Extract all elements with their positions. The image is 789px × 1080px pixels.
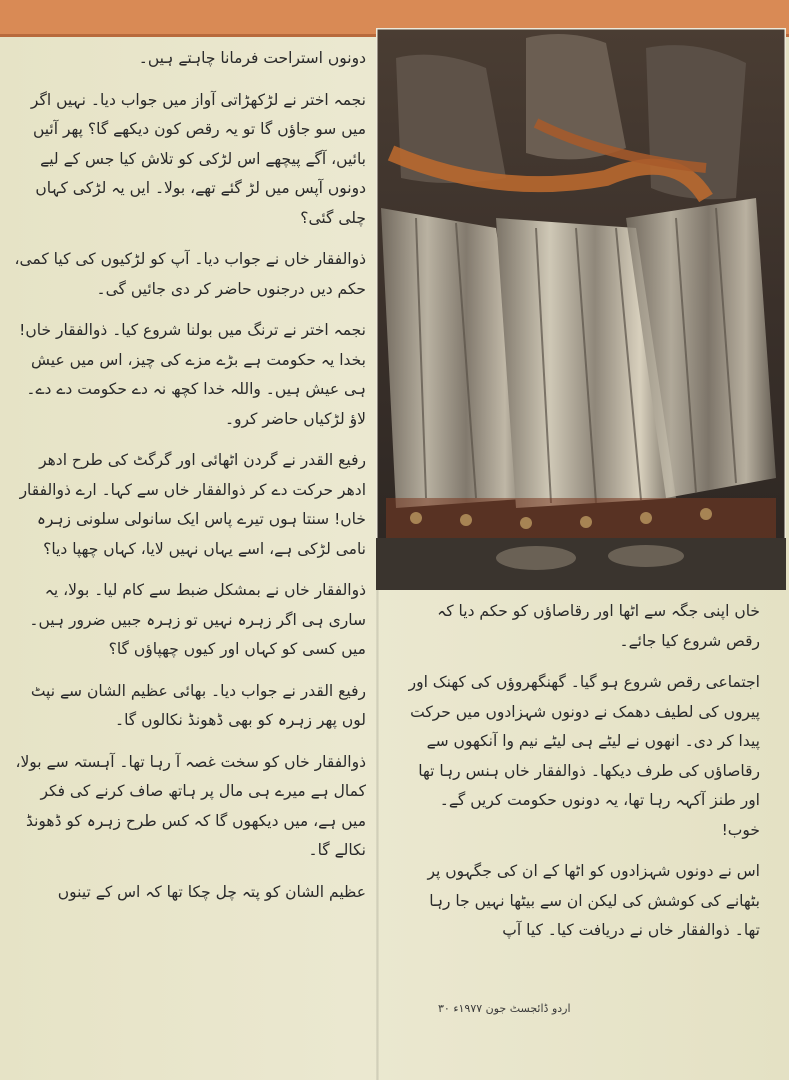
left-paragraph-1: دونوں استراحت فرمانا چاہتے ہیں۔ bbox=[138, 49, 366, 67]
right-paragraph-1: خاں اپنی جگہ سے اٹھا اور رقاصاؤں کو حکم دیا کہ رقص شروع کیا جائے۔ bbox=[437, 602, 760, 650]
page-footer bbox=[438, 1002, 658, 1015]
page-number: ۳۰ bbox=[438, 1002, 450, 1015]
dancers-photo-icon bbox=[376, 28, 786, 590]
right-text-column bbox=[408, 597, 760, 958]
left-paragraph-5: رفیع القدر نے گردن اٹھائی اور گرگٹ کی طرح ادھر ادھر حرکت دے کر ذوالفقار خاں سے کہا۔ ارے ذوالفقار خاں! سنتا ہوں تیرے پاس ایک سانولی سلونی زہرہ نامی لڑکی ہے، اسے یہاں نہیں لایا، کہاں چھپا دیا؟ bbox=[19, 451, 366, 558]
footer-text: اردو ڈائجسٹ جون ۱۹۷۷ء bbox=[453, 1002, 571, 1015]
left-paragraph-9: عظیم الشان کو پتہ چل چکا تھا کہ اس کے تینوں bbox=[57, 882, 366, 901]
left-paragraph-4: نجمہ اختر نے ترنگ میں بولنا شروع کیا۔ ذوالفقار خاں! بخدا یہ حکومت ہے بڑے مزے کی چیز، اس میں عیش ہی عیش ہیں۔ واللہ خدا کچھ نہ دے حکومت دے دے۔ لاؤ لڑکیاں حاضر کرو۔ bbox=[19, 321, 366, 428]
left-paragraph-2: نجمہ اختر نے لڑکھڑاتی آواز میں جواب دیا۔ نہیں اگر میں سو جاؤں گا تو یہ رقص کون دیکھے گا؟ پھر آئیں بائیں، آگے پیچھے اس لڑکی کو تلاش کیا جس کے لیے دونوں آپس میں لڑ گئے تھے، بولا۔ ایں یہ لڑکی کہاں چلی گئی؟ bbox=[30, 90, 366, 227]
left-paragraph-6: ذوالفقار خاں نے بمشکل ضبط سے کام لیا۔ بولا، یہ ساری ہی اگر زہرہ نہیں تو زہرہ جبیں ضرور ہیں۔ میں کسی کو کہاں اور کیوں چھپاؤں گا؟ bbox=[29, 581, 366, 658]
left-text-column bbox=[14, 44, 366, 919]
right-paragraph-2: اجتماعی رقص شروع ہو گیا۔ گھنگھروؤں کی کھنک اور پیروں کی لطیف دھمک نے دونوں شہزادوں میں حرکت پیدا کر دی۔ انھوں نے لیٹے ہی لیٹے نیم وا آنکھوں سے رقاصاؤں کی طرف دیکھا۔ ذوالفقار خاں ہنس رہا تھا اور طنز آکہہ رہا تھا، یہ دونوں حکومت کریں گے۔ خوب! bbox=[408, 673, 760, 839]
right-paragraph-3: اس نے دونوں شہزادوں کو اٹھا کے ان کی جگہوں پر بٹھانے کی کوشش کی لیکن ان سے بیٹھا نہیں جا رہا تھا۔ ذوالفقار خاں نے دریافت کیا۔ کیا آپ bbox=[427, 862, 760, 939]
left-paragraph-8: ذوالفقار خاں کو سخت غصہ آ رہا تھا۔ آہستہ سے بولا، کمال ہے میرے ہی مال پر ہاتھ صاف کرنے کی فکر میں ہے، میں دیکھوں گا کہ کس طرح زہرہ کو ڈھونڈ نکالے گا۔ bbox=[15, 752, 366, 859]
left-paragraph-3: ذوالفقار خاں نے جواب دیا۔ آپ کو لڑکیوں کی کیا کمی، حکم دیں درجنوں حاضر کر دی جائیں گی۔ bbox=[14, 250, 366, 298]
left-paragraph-7: رفیع القدر نے جواب دیا۔ بھائی عظیم الشان سے نپٹ لوں پھر زہرہ کو بھی ڈھونڈ نکالوں گا۔ bbox=[30, 681, 366, 729]
